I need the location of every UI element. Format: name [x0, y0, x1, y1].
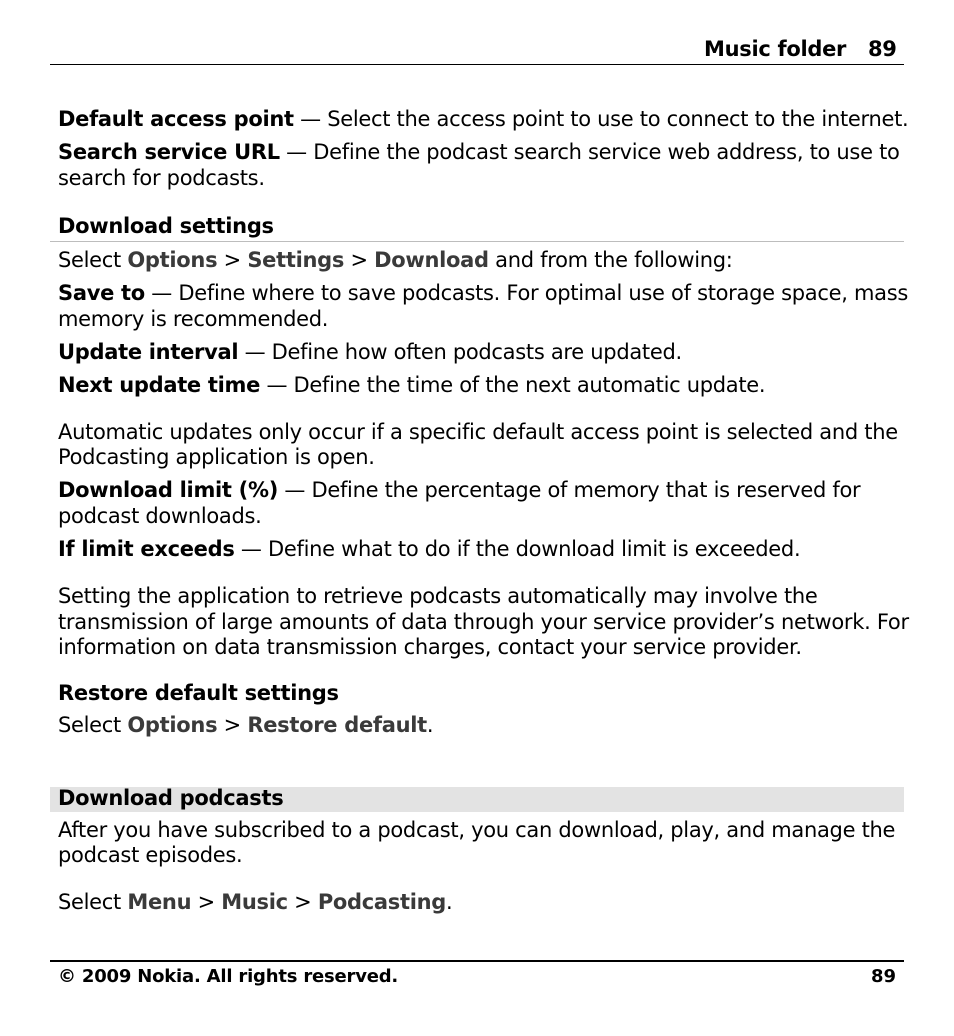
menu-options: Options: [127, 248, 218, 272]
menu-music: Music: [221, 890, 288, 914]
desc: — Define where to save podcasts. For optimal use of storage space, mass: [144, 281, 908, 305]
warning-line-2: transmission of large amounts of data through your service provider’s network. For: [58, 610, 909, 634]
term: Update interval: [58, 340, 239, 364]
desc: — Define the percentage of memory that is reserved for: [278, 478, 861, 502]
select-word: Select: [58, 890, 128, 914]
footer-rule: [50, 960, 904, 962]
podcasts-para-line-2: podcast episodes.: [58, 843, 243, 867]
heading-download-settings: Download settings: [58, 214, 274, 238]
menu-options: Options: [127, 713, 218, 737]
def-if-limit-exceeds: [58, 537, 800, 562]
tail: and from the following:: [488, 248, 733, 272]
select-instruction-restore: [58, 713, 433, 738]
menu-restore-default: Restore default: [247, 713, 427, 737]
select-instruction-settings: [58, 248, 733, 273]
def-download-limit-cont: podcast downloads.: [58, 504, 262, 528]
header-page-number: 89: [868, 37, 897, 61]
note-line-1: Automatic updates only occur if a specific default access point is selected and the: [58, 420, 898, 444]
desc: — Define how often podcasts are updated.: [238, 340, 682, 364]
desc: — Define the podcast search service web address, to use to: [279, 140, 900, 164]
def-update-interval: [58, 340, 682, 365]
separator: >: [217, 248, 248, 272]
term: If limit exceeds: [58, 537, 235, 561]
separator: >: [191, 890, 222, 914]
footer-page-number: 89: [871, 966, 897, 987]
select-word: Select: [58, 248, 128, 272]
footer-copyright: © 2009 Nokia. All rights reserved.: [58, 966, 399, 987]
heading-download-podcasts: Download podcasts: [58, 786, 284, 810]
term: Search service URL: [58, 140, 280, 164]
podcasts-para-line-1: After you have subscribed to a podcast, you can download, play, and manage the: [58, 818, 896, 842]
heading-restore-default: Restore default settings: [58, 681, 339, 705]
select-word: Select: [58, 713, 128, 737]
header-section-title: Music folder: [704, 37, 847, 61]
def-next-update-time: [58, 373, 765, 398]
separator: >: [217, 713, 248, 737]
warning-line-3: information on data transmission charges, contact your service provider.: [58, 635, 802, 659]
note-line-2: Podcasting application is open.: [58, 445, 375, 469]
section-rule: [50, 241, 904, 242]
desc: — Define the time of the next automatic update.: [260, 373, 766, 397]
end-period: .: [426, 713, 434, 737]
term: Next update time: [58, 373, 261, 397]
header-rule: [50, 64, 904, 65]
menu-download: Download: [374, 248, 489, 272]
desc: — Define what to do if the download limit is exceeded.: [234, 537, 801, 561]
def-search-service-url: [58, 140, 900, 165]
menu-podcasting: Podcasting: [317, 890, 447, 914]
end-period: .: [446, 890, 453, 914]
def-search-service-url-cont: search for podcasts.: [58, 166, 265, 190]
def-save-to-cont: memory is recommended.: [58, 307, 329, 331]
term: Default access point: [58, 107, 294, 131]
separator: >: [344, 248, 375, 272]
desc: — Select the access point to use to connect to the internet.: [293, 107, 909, 131]
select-instruction-podcasting: [58, 890, 452, 915]
def-download-limit: [58, 478, 860, 503]
menu-menu: Menu: [127, 890, 192, 914]
warning-line-1: Setting the application to retrieve podcasts automatically may involve the: [58, 584, 818, 608]
def-default-access-point: [58, 107, 908, 132]
menu-settings: Settings: [247, 248, 345, 272]
def-save-to: [58, 281, 908, 306]
term: Save to: [58, 281, 145, 305]
separator: >: [287, 890, 318, 914]
term: Download limit (%): [58, 478, 279, 502]
